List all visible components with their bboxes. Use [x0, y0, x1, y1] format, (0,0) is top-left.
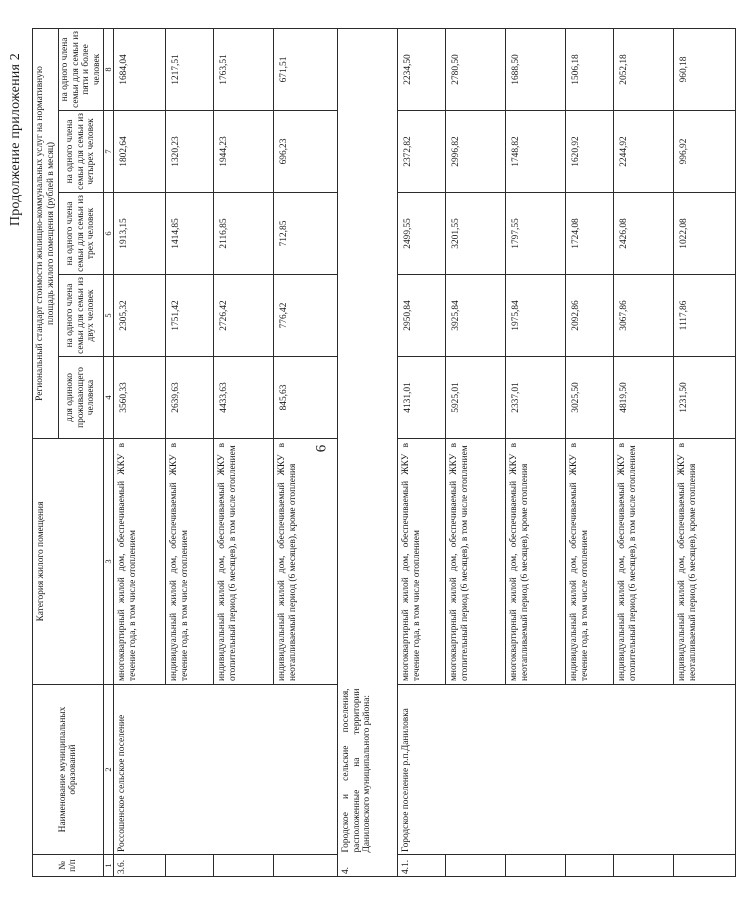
value-family-2: 776,42 [274, 275, 338, 357]
group-name: Городское и сельские поселения, расположенные на территории Даниловского муниципального района: [341, 688, 373, 853]
value-family-3: 3201,55 [446, 193, 506, 275]
value-family-2: 2950,84 [398, 275, 446, 357]
housing-category: многоквартирный жилой дом, обеспечиваемый ЖКУ в неотапливаемый период (6 месяцев), кроме отопления [506, 439, 566, 685]
table-row [398, 28, 446, 876]
value-family-4: 2372,82 [398, 111, 446, 193]
header-num: № п/п [33, 855, 104, 877]
value-single: 5925,01 [446, 357, 506, 439]
header-sub-3: на одного члена семьи для семьи из трех человек [59, 193, 104, 275]
row-number [674, 855, 736, 877]
row-number [166, 855, 214, 877]
municipality-name [674, 685, 736, 855]
value-family-4: 1944,23 [214, 111, 274, 193]
housing-category: индивидуальный жилой дом, обеспечиваемый ЖКУ в неотапливаемый период (6 месяцев), кроме отопления [274, 439, 338, 685]
municipality-name: Городское поселение р.п.Даниловка [398, 685, 446, 855]
value-family-2: 2305,32 [114, 275, 166, 357]
row-number [274, 855, 338, 877]
value-single: 4131,01 [398, 357, 446, 439]
row-number [214, 855, 274, 877]
value-family-2: 1975,84 [506, 275, 566, 357]
value-single: 4819,50 [614, 357, 674, 439]
header-name: Наименование муниципальных образований [33, 685, 104, 855]
value-single: 3025,50 [566, 357, 614, 439]
value-family-3: 1797,55 [506, 193, 566, 275]
column-number: 5 [104, 275, 114, 357]
value-family-3: 2426,08 [614, 193, 674, 275]
value-family-4: 2996,82 [446, 111, 506, 193]
column-number: 6 [104, 193, 114, 275]
row-number: 4.1. [398, 855, 446, 877]
value-family-5: 1688,50 [506, 28, 566, 110]
column-number: 8 [104, 28, 114, 110]
table-row [446, 28, 506, 876]
rotated-sheet [0, 13, 698, 893]
value-family-5: 2780,50 [446, 28, 506, 110]
housing-category: многоквартирный жилой дом, обеспечиваемый ЖКУ в отопительный период (6 месяцев), в том числе отоплением [446, 439, 506, 685]
value-family-4: 1320,23 [166, 111, 214, 193]
value-single: 1231,50 [674, 357, 736, 439]
value-family-3: 1724,08 [566, 193, 614, 275]
value-family-3: 1414,85 [166, 193, 214, 275]
value-family-5: 2052,18 [614, 28, 674, 110]
table-row [214, 28, 274, 876]
group-row-cell [338, 28, 398, 854]
housing-category: индивидуальный жилой дом, обеспечиваемый ЖКУ в течение года, в том числе отоплением [566, 439, 614, 685]
municipality-name [566, 685, 614, 855]
table-row [674, 28, 736, 876]
value-family-4: 1748,82 [506, 111, 566, 193]
value-family-2: 3925,84 [446, 275, 506, 357]
municipality-name [214, 685, 274, 855]
row-number [566, 855, 614, 877]
value-family-5: 2234,50 [398, 28, 446, 110]
value-family-5: 671,51 [274, 28, 338, 110]
header-standard: Региональный стандарт стоимости жилищно-коммунальных услуг на нормативную площадь жилого помещения (рублей в месяц) [33, 28, 59, 438]
housing-category: индивидуальный жилой дом, обеспечиваемый ЖКУ в отопительный период (6 месяцев), в том числе отоплением [214, 439, 274, 685]
municipality-name: Россошенское сельское поселение [114, 685, 166, 855]
value-family-2: 1751,42 [166, 275, 214, 357]
value-single: 845,63 [274, 357, 338, 439]
value-family-5: 1763,51 [214, 28, 274, 110]
row-number [614, 855, 674, 877]
housing-category: индивидуальный жилой дом, обеспечиваемый ЖКУ в неотапливаемый период (6 месяцев), кроме отопления [674, 439, 736, 685]
page-number: 6 [313, 444, 330, 453]
value-family-5: 1506,18 [566, 28, 614, 110]
value-single: 2337,01 [506, 357, 566, 439]
value-family-4: 1802,64 [114, 111, 166, 193]
table-row [114, 28, 166, 876]
municipality-name [446, 685, 506, 855]
value-family-2: 2092,86 [566, 275, 614, 357]
table-row [166, 28, 214, 876]
housing-standard-table [32, 28, 736, 877]
header-sub-2: на одного члена семьи для семьи из двух человек [59, 275, 104, 357]
value-family-5: 1217,51 [166, 28, 214, 110]
row-number [446, 855, 506, 877]
value-family-3: 2499,55 [398, 193, 446, 275]
table-row [274, 28, 338, 876]
header-sub-4: на одного члена семьи для семьи из четырех человек [59, 111, 104, 193]
header-sub-1: для одиноко проживающего человека [59, 357, 104, 439]
value-family-4: 1620,92 [566, 111, 614, 193]
value-family-3: 1022,08 [674, 193, 736, 275]
table-body [114, 28, 736, 876]
housing-category: многоквартирный жилой дом, обеспечиваемый ЖКУ в течение года, в том числе отоплением [398, 439, 446, 685]
housing-category: индивидуальный жилой дом, обеспечиваемый ЖКУ в течение года, в том числе отоплением [166, 439, 214, 685]
municipality-name [506, 685, 566, 855]
value-family-3: 1913,15 [114, 193, 166, 275]
municipality-name [274, 685, 338, 855]
table-row-group [338, 28, 398, 876]
housing-category: многоквартирный жилой дом, обеспечиваемый ЖКУ в течение года, в том числе отоплением [114, 439, 166, 685]
row-number: 3.6. [114, 855, 166, 877]
row-number: 4. [338, 855, 398, 877]
municipality-name [614, 685, 674, 855]
housing-category: индивидуальный жилой дом, обеспечиваемый ЖКУ в отопительный период (6 месяцев), в том числе отоплением [614, 439, 674, 685]
column-number: 4 [104, 357, 114, 439]
value-family-5: 960,18 [674, 28, 736, 110]
table-row [506, 28, 566, 876]
value-family-4: 996,92 [674, 111, 736, 193]
value-family-2: 2726,42 [214, 275, 274, 357]
value-family-5: 1684,04 [114, 28, 166, 110]
header-sub-5: на одного члена семьи для семьи из пяти и более человек [59, 28, 104, 110]
column-number: 7 [104, 111, 114, 193]
table-row [566, 28, 614, 876]
value-family-3: 712,85 [274, 193, 338, 275]
value-single: 4433,63 [214, 357, 274, 439]
value-family-2: 3067,86 [614, 275, 674, 357]
row-number [506, 855, 566, 877]
header-category: Категория жилого помещения [33, 439, 104, 685]
column-number: 3 [104, 439, 114, 685]
value-family-2: 1117,86 [674, 275, 736, 357]
column-number: 1 [104, 855, 114, 877]
value-single: 3560,33 [114, 357, 166, 439]
value-single: 2639,63 [166, 357, 214, 439]
municipality-name [166, 685, 214, 855]
column-number: 2 [104, 685, 114, 855]
value-family-4: 2244,92 [614, 111, 674, 193]
continuation-title: Продолжение приложения 2 [8, 53, 23, 227]
value-family-3: 2116,85 [214, 193, 274, 275]
value-family-4: 696,23 [274, 111, 338, 193]
table-row [614, 28, 674, 876]
